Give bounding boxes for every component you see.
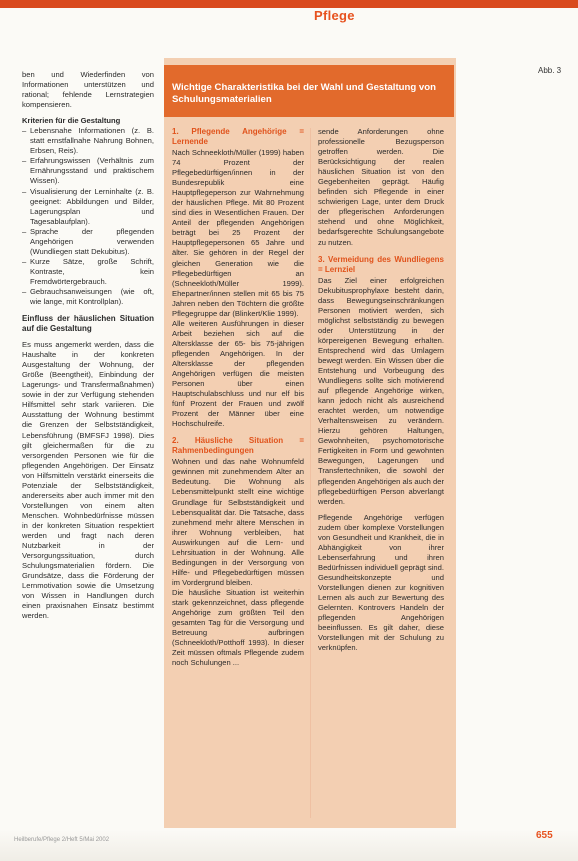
list-item: – Sprache der pflegenden Angehörigen verwenden (Wundliegen statt Dekubitus). xyxy=(30,227,154,257)
list-item: – Lebensnahe Informationen (z. B. statt ernstfallnahe Nahrung Bohnen, Erbsen, Reis). xyxy=(30,126,154,156)
box-paragraph: Wohnen und das nahe Wohnumfeld gewinnen mit zunehmendem Alter an Bedeutung. Die Wohnung als Lebensmittelpunkt stellt eine wichtige Grundlage für Selbstständigkeit und Lebensqualität dar. Die Tatsache, dass zunehmend mehr ältere Menschen in ihrer Wohnung verbleiben, hat Auswirkungen auf die Lern- und Lehrsituation in der Wohnung. Alle Bedingungen in der Versorgung von Hilfe- und Pflegebedürftigen müssen im Vordergrund bleiben. xyxy=(172,457,304,587)
box-column-right xyxy=(318,127,444,653)
info-box-title: Wichtige Charakteristika bei der Wahl und Gestaltung von Schulungsmaterialien xyxy=(172,82,436,105)
box-column-left xyxy=(172,127,304,668)
footer-citation: Heilberufe/Pflege 2/Heft 5/Mai 2002 xyxy=(14,837,110,843)
figure-reference: Abb. 3 xyxy=(538,66,562,75)
box-paragraph: Alle weiteren Ausführungen in dieser Arbeit beziehen sich auf die Altersklasse der 65- bis 75-jährigen pflegenden Angehörigen. In der Altersklasse der pflegenden Angehörigen verfügen die meisten Personen über einen Hauptschulabschluss und nur elf bis fünf Prozent der Frauen und zwölf Prozent der Männer über eine Hochschulreife. xyxy=(172,318,304,429)
box-paragraph: Nach Schneekloth/Müller (1999) haben 74 Prozent der Pflegebedürftigen/innen in der Bundesrepublik eine Hauptpflegeperson zur Wahrnehmung der häuslichen Pflege. Mit 80 Prozent sind dies in Wesentlichen Frauen. Der Anteil der pflegenden Angehörigen beträgt bei 25 Prozent der Hauptpflegepersonen 65 Jahre und älter. Sie gehören in der Regel der gleichen Generation wie die Pflegebedürftigen an (Schneekloth/Müller 1999). Ehepartner/innen stellen mit 65 bis 75 Jahren neben den Töchtern die größte Pflegegruppe dar (Blinkert/Klie 1999). xyxy=(172,148,304,318)
situation-heading: Einfluss der häuslichen Situation auf die Gestaltung xyxy=(22,314,154,334)
left-column xyxy=(22,70,154,621)
box-heading-2: 2. Häusliche Situation = Rahmenbedingungen xyxy=(172,436,304,456)
page-edge xyxy=(0,830,578,861)
box-paragraph: sende Anforderungen ohne professionelle Bezugsperson getroffen werden. Die Berücksichtigung der realen häuslichen Situation ist von den Gegebenheiten geprägt. Häufig befinden sich Pflegende in einer schwierigen Lage, unter dem Druck der pflegerischen Anforderungen stehend und ohne Möglichkeit, bedarfsgerechte Schulungsangebote zu nutzen. xyxy=(318,127,444,247)
box-divider xyxy=(310,128,311,818)
box-paragraph: Die häusliche Situation ist weiterhin stark gekennzeichnet, dass pflegende Angehörige zum größten Teil den gesamten Tag für die Versorgung und Betreuung aufbringen (Schneekloth/Potthoff 1993). In dieser Zeit müssen oftmals Pflegende zudem noch Schulungen ... xyxy=(172,587,304,668)
list-item: – Erfahrungswissen (Verhältnis zum Ernährungsstand und praktischem Wissen). xyxy=(30,156,154,186)
list-item: – Kurze Sätze, große Schrift, Kontraste, kein Fremdwörtergebrauch. xyxy=(30,257,154,287)
box-heading-3: 3. Vermeidung des Wundliegens = Lernziel xyxy=(318,254,444,274)
section-title: Pflege xyxy=(314,8,355,23)
criteria-heading: Kriterien für die Gestaltung xyxy=(22,116,121,126)
box-paragraph: Pflegende Angehörige verfügen zudem über komplexe Vorstellungen von Gesundheit und Krankheit, die in Abhängigkeit von ihrer Lebenserfahrung und ihren Bedürfnissen individuell geprägt sind. Gesundheitskonzepte und Vorstellungen dienen zur kognitiven Lernen als auch zur Bewertung des Gelernten. Kontrovers Handeln der pflegenden Angehörigen beeinflussen. Es gilt daher, diese Vorstellungen mit der Schulung zu verknüpfen. xyxy=(318,512,444,653)
list-item: – Gebrauchsanweisungen (wie oft, wie lange, mit Kontrollplan). xyxy=(30,287,154,307)
header-bar xyxy=(0,0,578,8)
box-heading-1: 1. Pflegende Angehörige = Lernende xyxy=(172,127,304,146)
situation-body: Es muss angemerkt werden, dass die Haushalte in der konkreten Ausgestaltung der Wohnung, der Größe (Beengtheit), Einbindung der Lagerungs- und Transfermaßnahmen) sowie in der zur Verfügung stehenden Hilfsmittel sehr stark variieren. Die Ausstattung der Wohnung bestimmt die Grenzen der Selbstständigkeit, Lebensführung (BMFSFJ 1998). Dies gilt gleichermaßen für die zu versorgenden Personen wie für die pflegenden Angehörigen. Der Einsatz von Hilfsmitteln verstärkt einerseits die Potenziale der Selbstständigkeit, andererseits aber auch immer mit den Vorstellungen von einem alten Menschen. Wohnbedürfnisse müssen in der konkreten Situation respektiert werden und fragt nach deren Nutzbarkeit in der Versorgungssituation, durch Schulungsmaterialien fördern. Die Grundsätze, dass die Förderung der Lernmotivation sowie die Umsetzung von Wissen in Handlungen durch einen praxisnahen Einsatz bestimmt werden. xyxy=(22,340,154,621)
left-intro: ben und Wiederfinden von Informationen unterstützen und rational; fehlende Lernstrategien kompensieren. xyxy=(22,70,154,110)
box-paragraph: Das Ziel einer erfolgreichen Dekubitusprophylaxe besteht darin, dass Bewegungseinschränkungen Personen motiviert werden, sich möglichst selbstständig zu bewegen oder Unterstützung in der körpereigenen Bewegung erhalten. Entsprechend wird das Umlagern bewegt werden. Ein Wissen über die Entstehung und Vorbeugung des Wundliegens sollte sich motivierend auf pflegende Angehörige wirken, kann jedoch nicht als ausreichend erachtet werden, um notwendige Verhaltensweisen zu verändern. Hierzu gehören Haltungen, Gewohnheiten, psychomotorische Fertigkeiten in Form und gewohnten Bewegungen, Lagerungen und Transfertechniken, die sowohl der pflegenden Angehörigen als auch der pflegebedürftigen Person abverlangt werden. xyxy=(318,275,444,506)
criteria-list xyxy=(22,126,154,307)
list-item: – Visualisierung der Lerninhalte (z. B. geeignet: Abbildungen und Bilder, Lagerungsplan und Tagesablaufplan). xyxy=(30,187,154,227)
page-number: 655 xyxy=(536,830,553,841)
